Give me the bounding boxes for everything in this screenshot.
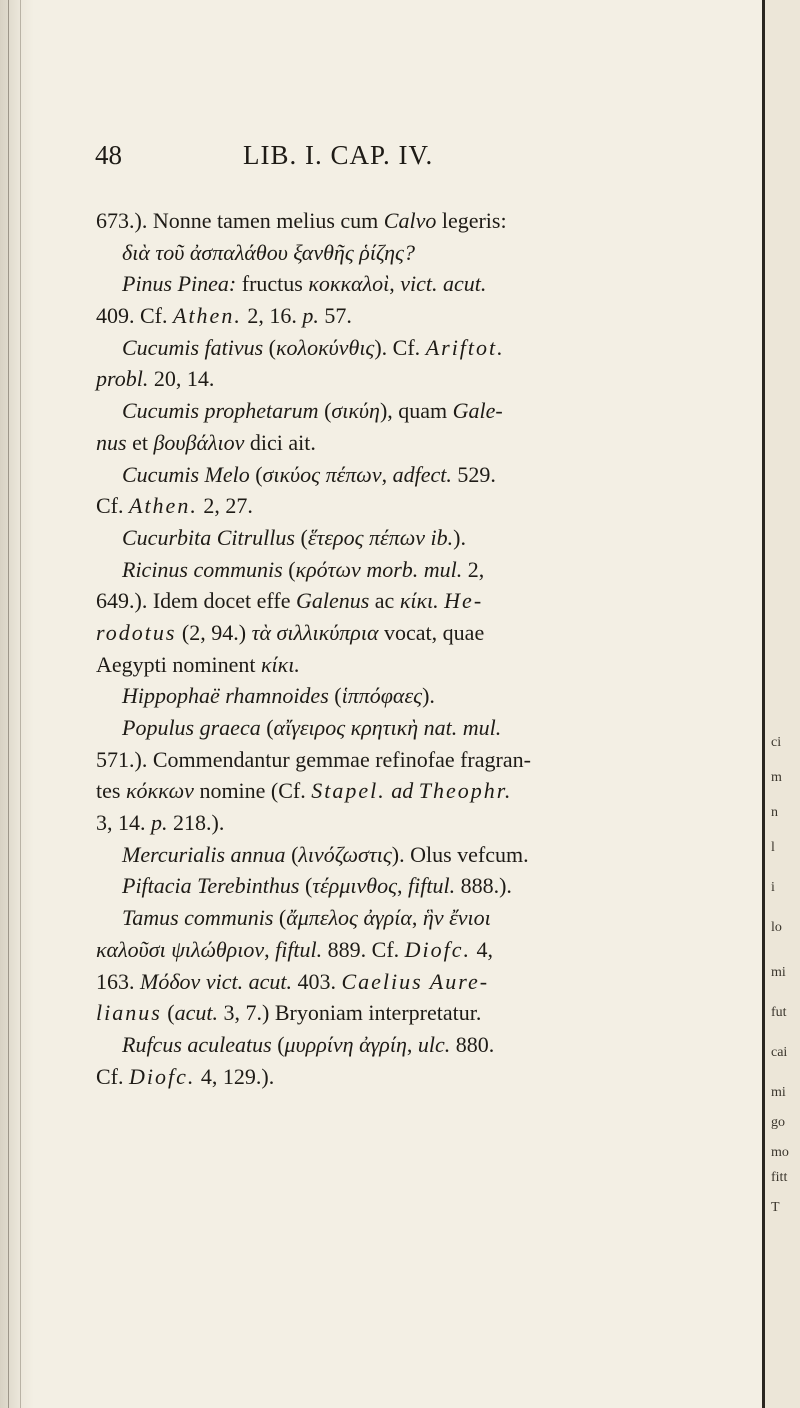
text-line xyxy=(96,585,756,617)
text-run: ( xyxy=(260,715,274,740)
text-run: 2, 16. xyxy=(241,303,303,329)
scan-left-margin xyxy=(0,0,34,1408)
text-line xyxy=(96,712,756,744)
text-line xyxy=(96,427,756,459)
text-run: ( xyxy=(249,461,263,487)
edge-fragment: fitt xyxy=(771,1170,788,1185)
italic-run: ad xyxy=(391,778,414,804)
text-run: Cf. xyxy=(96,1063,129,1089)
italic-run: Pinus Pinea: xyxy=(122,271,237,297)
italic-run: ἣν ἔνιοι xyxy=(422,905,491,931)
text-run: (2, 94.) xyxy=(176,619,252,645)
edge-fragment: l xyxy=(771,840,775,855)
italic-run: κρότων morb. mul. xyxy=(295,556,463,582)
text-run: fructus xyxy=(236,271,309,297)
text-run: 888.). xyxy=(455,873,512,899)
text-run: , xyxy=(264,936,276,962)
spaced-italic-run: Diofc. xyxy=(129,1063,196,1089)
text-run: ( xyxy=(318,398,332,424)
italic-run: Cucumis Melo xyxy=(122,461,250,487)
text-run: 649.). Idem docet effe xyxy=(96,588,296,614)
italic-run: αἴγειρος κρητικὴ nat. mul. xyxy=(273,715,502,740)
italic-run: p. xyxy=(302,303,319,329)
text-run: 2, xyxy=(462,556,485,582)
italic-run: adfect. xyxy=(392,461,452,487)
italic-run: ulc. xyxy=(417,1031,451,1057)
text-run: ). Olus vefcum. xyxy=(391,841,529,867)
edge-fragment: lo xyxy=(771,920,782,935)
text-line xyxy=(96,966,756,998)
italic-run: σικύη xyxy=(331,398,380,424)
italic-run: σικύος πέπων xyxy=(262,461,382,487)
text-run: Aegypti nominent xyxy=(96,651,261,677)
text-line xyxy=(96,680,756,712)
text-line xyxy=(96,268,756,300)
italic-run: μυρρίνη ἀγρίη xyxy=(284,1031,407,1057)
italic-run: τὰ σιλλικύπρια xyxy=(251,619,379,645)
text-run: 889. Cf. xyxy=(322,936,405,962)
text-run: 163. xyxy=(96,968,140,994)
text-line xyxy=(96,997,756,1029)
italic-run: Populus graeca xyxy=(122,715,261,740)
text-run: 3, 7.) Bryoniam interpretatur. xyxy=(218,1000,482,1026)
text-run: ). Cf. xyxy=(374,334,426,360)
edge-fragment: mi xyxy=(771,1085,786,1100)
text-line xyxy=(96,459,756,491)
italic-run: Galenus xyxy=(295,588,370,614)
running-head: LIB. I. CAP. IV. xyxy=(243,140,434,170)
text-run: 673.). Nonne tamen melius cum xyxy=(96,208,384,233)
page-number: 48 xyxy=(95,140,122,170)
text-run: tes xyxy=(96,778,126,804)
italic-run: Cucurbita Citrullus xyxy=(122,524,295,550)
edge-fragment: fut xyxy=(771,1005,787,1020)
text-line xyxy=(96,332,756,364)
text-line xyxy=(96,902,756,934)
italic-run: λινόζωστις xyxy=(298,841,392,867)
edge-fragment: mo xyxy=(771,1145,789,1160)
page-header xyxy=(95,140,715,176)
text-line xyxy=(96,775,756,807)
text-run: 4, 129.). xyxy=(195,1063,275,1089)
text-run: ), quam xyxy=(379,398,453,424)
text-run: ( xyxy=(271,1031,285,1057)
italic-run: Piftacia Terebinthus xyxy=(122,873,300,899)
text-run: ( xyxy=(294,524,308,550)
italic-run: Cucumis fativus xyxy=(122,334,264,360)
spaced-italic-run: He- xyxy=(444,588,484,614)
text-run: ( xyxy=(263,334,276,360)
edge-fragment: cai xyxy=(771,1045,788,1060)
text-line xyxy=(96,744,756,776)
italic-run: probl. xyxy=(96,366,149,392)
text-run: ac xyxy=(369,588,400,614)
italic-run: ἱππόφαες xyxy=(341,683,423,709)
spaced-italic-run: Athen. xyxy=(173,303,242,329)
text-run: 880. xyxy=(450,1031,495,1057)
spaced-italic-run: lianus xyxy=(96,1000,162,1026)
text-run: legeris: xyxy=(436,208,507,233)
italic-run: διὰ τοῦ ἀσπαλάθου ξανθῆς ῥίζης? xyxy=(122,239,415,265)
text-run: Cf. xyxy=(96,493,129,519)
text-run: ( xyxy=(273,905,287,931)
text-run: nomine (Cf. xyxy=(193,778,312,804)
text-run: ). xyxy=(422,683,435,709)
text-line xyxy=(96,490,756,522)
spaced-italic-run: rodotus xyxy=(96,619,177,645)
text-run: ). xyxy=(453,524,466,550)
text-run: , xyxy=(397,873,409,899)
italic-run: fiftul. xyxy=(408,873,456,899)
text-line xyxy=(96,934,756,966)
text-line xyxy=(96,363,756,395)
italic-run: Tamus communis xyxy=(122,905,274,931)
spaced-italic-run: Theophr. xyxy=(418,778,513,804)
italic-run: Calvo xyxy=(383,208,437,233)
italic-run: vict. acut. xyxy=(400,271,487,297)
spaced-italic-run: Diofc. xyxy=(404,936,472,962)
text-line xyxy=(96,554,756,586)
main-text xyxy=(96,205,756,1092)
italic-run: Cucumis prophetarum xyxy=(122,398,319,424)
text-line xyxy=(96,205,756,237)
italic-run: τέρμινθος xyxy=(312,873,398,899)
text-run: vocat, quae xyxy=(378,619,485,645)
text-run: 529. xyxy=(451,461,496,487)
italic-run: κόκκων xyxy=(125,778,194,804)
text-run: , xyxy=(406,1031,418,1057)
italic-run: Μόδον vict. acut. xyxy=(140,968,292,994)
text-run: 3, 14. xyxy=(96,810,151,836)
edge-fragment: m xyxy=(771,770,782,785)
italic-run: Mercurialis annua xyxy=(122,841,286,867)
italic-run: nus xyxy=(96,429,127,455)
spaced-italic-run: Caelius Aure- xyxy=(341,968,490,994)
text-run: 57. xyxy=(318,303,352,329)
text-run: 409. Cf. xyxy=(96,303,173,329)
text-line xyxy=(96,1061,756,1093)
text-run: dici ait. xyxy=(244,429,316,455)
italic-run: p. xyxy=(151,810,168,836)
edge-fragment: n xyxy=(771,805,778,820)
text-run: , xyxy=(411,905,423,931)
text-line xyxy=(96,237,756,269)
text-line xyxy=(96,617,756,649)
italic-run: Ricinus communis xyxy=(122,556,283,582)
text-run: ( xyxy=(282,556,296,582)
text-line xyxy=(96,807,756,839)
text-run: 4, xyxy=(471,936,494,962)
spaced-italic-run: Ariftot. xyxy=(425,334,505,360)
edge-fragment: mi xyxy=(771,965,786,980)
text-run: 2, 27. xyxy=(197,493,253,519)
italic-run: fiftul. xyxy=(275,936,323,962)
spaced-italic-run: Stapel. xyxy=(311,778,386,804)
italic-run: acut. xyxy=(174,1000,219,1026)
text-run: ( xyxy=(328,683,342,709)
text-run: 218.). xyxy=(167,810,225,836)
edge-fragment: go xyxy=(771,1115,785,1130)
text-run: , xyxy=(381,461,393,487)
text-line xyxy=(96,839,756,871)
italic-run: κολοκύνθις xyxy=(276,334,375,360)
text-line xyxy=(96,1029,756,1061)
italic-run: ἄμπελος ἀγρία xyxy=(286,905,412,931)
italic-run: κοκκαλοὶ xyxy=(308,271,390,297)
text-line xyxy=(96,395,756,427)
text-run: , xyxy=(389,271,401,297)
text-run: 20, 14. xyxy=(148,366,215,392)
text-line xyxy=(96,300,756,332)
italic-run: Gale- xyxy=(452,398,503,424)
italic-run: Hippophaë rhamnoides xyxy=(122,683,329,709)
italic-run: κίκι. xyxy=(260,651,300,677)
gutter-line xyxy=(8,0,9,1408)
edge-fragment: T xyxy=(771,1200,780,1215)
text-line xyxy=(96,522,756,554)
text-run: et xyxy=(126,429,154,455)
text-line xyxy=(96,649,756,681)
italic-run: ἕτερος πέπων ib. xyxy=(307,524,454,550)
text-run: 403. xyxy=(291,968,342,994)
gutter-line xyxy=(20,0,21,1408)
edge-fragment: ci xyxy=(771,735,782,750)
italic-run: Rufcus aculeatus xyxy=(122,1031,272,1057)
italic-run: κίκι. xyxy=(399,588,439,614)
edge-fragment: i xyxy=(771,880,775,895)
text-run: ( xyxy=(285,841,299,867)
right-page-edge xyxy=(762,0,800,1408)
text-run: 571.). Commendantur gemmae refinofae fragran- xyxy=(96,746,531,772)
spaced-italic-run: Athen. xyxy=(129,493,198,519)
text-line xyxy=(96,870,756,902)
italic-run: βουβάλιον xyxy=(153,429,245,455)
text-run: ( xyxy=(161,1000,175,1026)
italic-run: καλοῦσι ψιλώθριον xyxy=(96,936,265,962)
text-run: ( xyxy=(299,873,313,899)
